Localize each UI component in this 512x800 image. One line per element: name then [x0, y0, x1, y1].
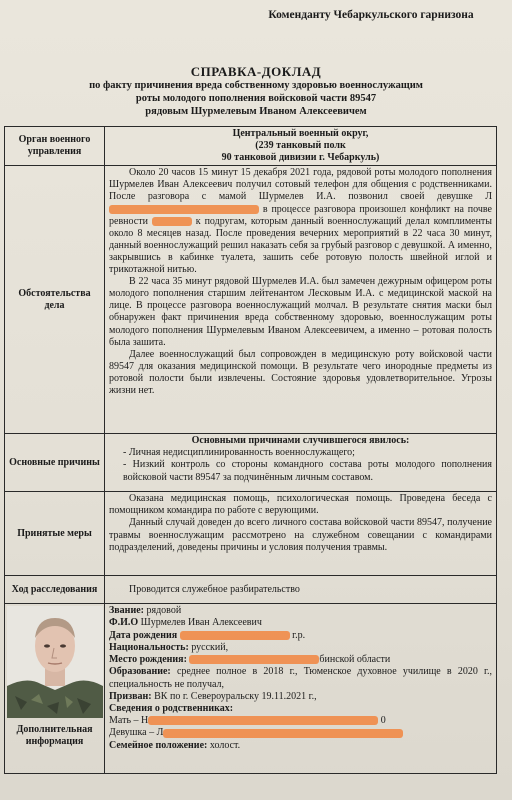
row-extra	[5, 604, 497, 774]
mother-line: Мать – Н 0	[109, 715, 386, 727]
draft-line: Призван: ВК по г. Североуральску 19.11.2021 г.,	[109, 690, 317, 702]
document-title: СПРАВКА-ДОКЛАД	[190, 64, 322, 79]
label-investigation: Ход расследования	[5, 576, 105, 604]
education-line: Образование: среднее полное в 2018 г., Тюменское духовное училище в 2020 г., специальность не получал,	[109, 666, 492, 690]
measures-paragraph-2: Данный случай доведен до всего личного состава войсковой части 89547, получение травмы военнослужащим рассмотрено на служебном совещании с командирами подразделений, доведены причины и условия получения травмы.	[109, 517, 492, 553]
organ-line-1: Центральный военный округ,	[232, 128, 369, 139]
row-organ	[5, 127, 497, 166]
investigation-text: Проводится служебное разбирательство	[129, 583, 300, 595]
photo-and-label-cell	[5, 604, 105, 774]
value-investigation	[105, 576, 497, 604]
circumstances-paragraph-2: В 22 часа 35 минут рядовой Шурмелев И.А. был замечен дежурным офицером роты молодого пополнения старшим лейтенантом Лесковым И.А. с медицинской маской на лице. В процессе разговора военнослужащий молчал. В результате снятия маски был обнаружен факт причинения вреда собственному здоровью, военнослужащим роты молодого пополнения Шурмелевым Иваном Алексеевичем, а именно – ротовая полость была зашита.	[109, 276, 492, 348]
circumstances-paragraph-3: Далее военнослужащий был сопровожден в медицинскую роту войсковой части 89547 для оказания медицинской помощи. В результате чего инородные предметы из ротовой полости были извлечены. Состояние здоровья удовлетворительное. Угрозы жизни нет.	[109, 348, 492, 396]
reason-item: - Низкий контроль со стороны командного состава роты молодого пополнения войсковой части 89547 за подчинённым личным составом.	[123, 459, 492, 483]
row-circumstances	[5, 166, 497, 434]
fio-line: Ф.И.О Шурмелев Иван Алексеевич	[109, 617, 262, 629]
measures-paragraph-1: Оказана медицинская помощь, психологическая помощь. Проведена беседа с помощником командира по работе с верующими.	[109, 493, 492, 517]
subtitle-line-1: по факту причинения вреда собственному здоровью военнослужащим	[89, 80, 423, 91]
label-organ: Орган военного управления	[5, 127, 105, 166]
report-table	[4, 126, 497, 774]
redaction-mark	[109, 205, 259, 214]
dob-line: Дата рождения г.р.	[109, 629, 306, 641]
subtitle-line-2: роты молодого пополнения войсковой части 89547	[135, 93, 377, 104]
soldier-portrait-image	[7, 606, 103, 718]
birthplace-line: Место рождения: бинской области	[109, 654, 391, 666]
reasons-heading: Основными причинами случившегося явилось:	[191, 435, 410, 447]
value-reasons	[105, 434, 497, 492]
redaction-mark	[152, 217, 192, 226]
nationality-line: Национальность: русский,	[109, 641, 229, 653]
rank-line: Звание: рядовой	[109, 605, 182, 617]
organ-line-3: 90 танковой дивизии г. Чебаркуль)	[221, 152, 380, 164]
label-measures: Принятые меры	[5, 492, 105, 576]
value-circumstances	[105, 166, 497, 434]
organ-line-2: (239 танковый полк	[255, 140, 346, 152]
title-block	[0, 64, 512, 118]
row-investigation	[5, 576, 497, 604]
reasons-list	[109, 447, 492, 483]
redaction-mark	[163, 729, 403, 738]
relatives-heading: Сведения о родственниках:	[109, 702, 234, 714]
label-circumstances: Обстоятельства дела	[5, 166, 105, 434]
redaction-mark	[189, 655, 319, 664]
circumstances-paragraph-1: Около 20 часов 15 минут 15 декабря 2021 года, рядовой роты молодого пополнения Шурмелев Иван Алексеевич получил сотовый телефон для общения с родственниками. После разговора с мамой Шурмелев И.А. позвонил своей девушке Л в процессе разговора произошел конфликт на почве ревности к подругам, которым данный военнослужащий делал комплименты около 8 месяцев назад. После проведения вечерних мероприятий в 22 часа 30 минут, данный военнослужащий решил наказать себя за грубый разговор с девушкой. А именно, закрывшись в кабинке туалета, зашить себе ротовую полость швейной иглой и трикотажной нитью.	[109, 167, 493, 276]
value-extra	[105, 604, 497, 774]
label-extra: Дополнительная информация	[16, 724, 93, 748]
redaction-mark	[180, 631, 290, 640]
value-measures	[105, 492, 497, 576]
row-reasons	[5, 434, 497, 492]
subtitle-line-3: рядовым Шурмелевым Иваном Алексеевичем	[145, 106, 367, 117]
addressee-line: Коменданту Чебаркульского гарнизона	[268, 9, 474, 21]
soldier-photo	[7, 606, 103, 718]
girlfriend-line: Девушка – Л	[109, 727, 492, 739]
value-organ	[105, 127, 497, 166]
redaction-mark	[148, 716, 378, 725]
row-measures	[5, 492, 497, 576]
family-line: Семейное положение: холост.	[109, 739, 241, 751]
reason-item: - Личная недисциплинированность военнослужащего;	[123, 447, 492, 459]
label-reasons: Основные причины	[5, 434, 105, 492]
